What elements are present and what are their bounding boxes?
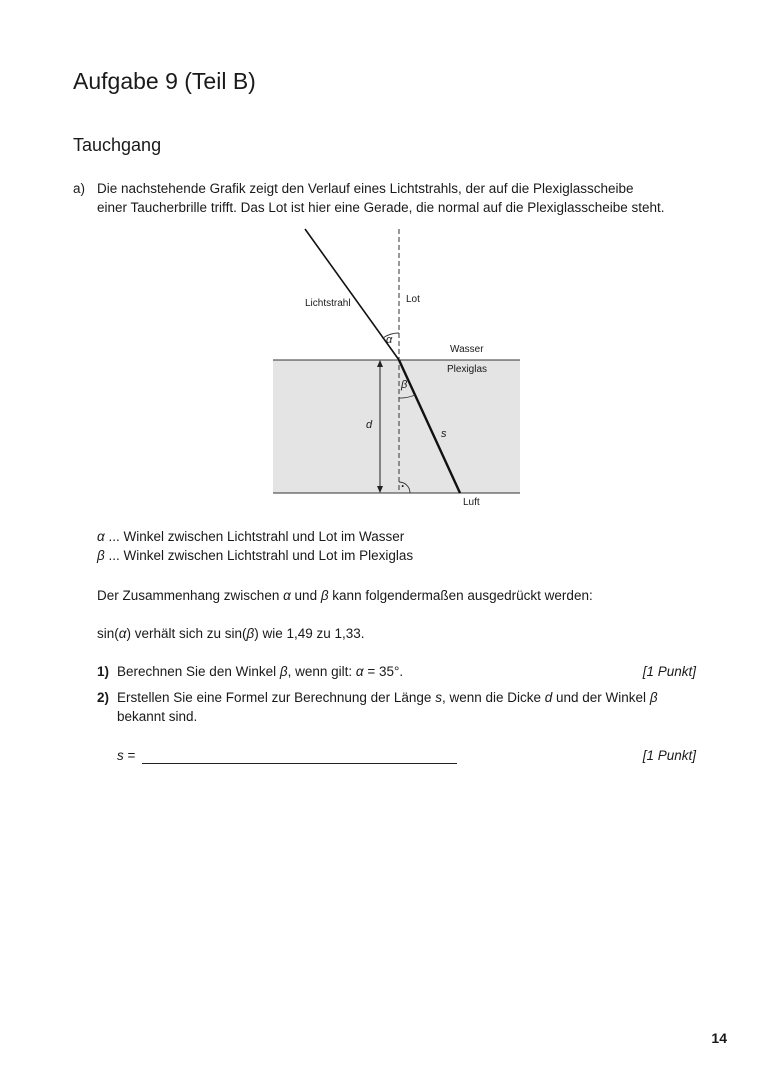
task-2-points: [1 Punkt] — [642, 748, 696, 763]
task-1-beta: β — [279, 664, 288, 679]
task-1-points: [1 Punkt] — [642, 664, 696, 679]
task-1-text — [117, 662, 403, 681]
sine-relation — [97, 624, 365, 643]
legend-alpha — [97, 527, 404, 546]
label-wasser: Wasser — [450, 344, 484, 355]
right-angle-dot: · — [401, 479, 405, 493]
sine-p1: sin( — [97, 626, 119, 641]
page-title: Aufgabe 9 (Teil B) — [73, 68, 256, 94]
relation-p3: kann folgendermaßen ausgedrückt werden: — [328, 588, 593, 603]
label-lichtstrahl: Lichtstrahl — [305, 298, 351, 309]
task-2-text — [117, 688, 658, 707]
task-2-line-2: bekannt sind. — [117, 709, 198, 724]
label-plexiglas: Plexiglas — [447, 364, 488, 375]
sine-p3: ) wie 1,49 zu 1,33. — [254, 626, 365, 641]
legend-beta — [97, 546, 413, 565]
task-1-number: 1) — [97, 664, 110, 679]
part-a-marker: a) — [73, 181, 86, 196]
section-title: Tauchgang — [73, 135, 162, 155]
legend-beta-text: ... Winkel zwischen Lichtstrahl und Lot im Plexiglas — [104, 548, 414, 563]
relation-text — [97, 586, 593, 605]
answer-label — [117, 746, 135, 765]
refraction-figure — [0, 0, 769, 530]
task-2-beta: β — [649, 690, 658, 705]
alpha-symbol: α — [97, 529, 105, 544]
task-1-alpha: α — [355, 664, 364, 679]
task-1-p1: Berechnen Sie den Winkel — [117, 664, 280, 679]
label-s: s — [441, 428, 447, 440]
task-2-number: 2) — [97, 690, 110, 705]
label-beta: β — [401, 379, 408, 391]
task-1-p3: = 35°. — [363, 664, 404, 679]
sine-beta: β — [246, 626, 255, 641]
relation-p1: Der Zusammenhang zwischen — [97, 588, 284, 603]
task-2-s: s — [435, 690, 442, 705]
relation-p2: und — [290, 588, 321, 603]
task-2-p1: Erstellen Sie eine Formel zur Berechnung der Länge — [117, 690, 436, 705]
answer-line[interactable] — [142, 763, 457, 764]
beta-symbol: β — [97, 548, 105, 563]
label-alpha: α — [386, 334, 393, 346]
incident-ray — [305, 229, 399, 360]
task-2-p3: und der Winkel — [552, 690, 650, 705]
label-d: d — [366, 419, 373, 431]
relation-beta: β — [320, 588, 329, 603]
answer-eq: = — [123, 748, 136, 763]
intro-line-1: Die nachstehende Grafik zeigt den Verlauf eines Lichtstrahls, der auf die Plexiglasscheibe — [97, 181, 634, 196]
sine-p2: ) verhält sich zu sin( — [126, 626, 247, 641]
answer-s: s — [117, 748, 124, 763]
label-lot: Lot — [406, 294, 420, 305]
task-1-p2: , wenn gilt: — [287, 664, 356, 679]
sine-alpha: α — [118, 626, 127, 641]
task-2-d: d — [544, 690, 553, 705]
page-number: 14 — [711, 1030, 727, 1046]
legend-alpha-text: ... Winkel zwischen Lichtstrahl und Lot im Wasser — [104, 529, 405, 544]
intro-line-2: einer Taucherbrille trifft. Das Lot ist hier eine Gerade, die normal auf die Plexiglasscheibe steht. — [97, 200, 665, 215]
plexiglas-layer — [273, 360, 520, 493]
relation-alpha: α — [283, 588, 291, 603]
label-luft: Luft — [463, 497, 480, 508]
task-2-p2: , wenn die Dicke — [441, 690, 545, 705]
